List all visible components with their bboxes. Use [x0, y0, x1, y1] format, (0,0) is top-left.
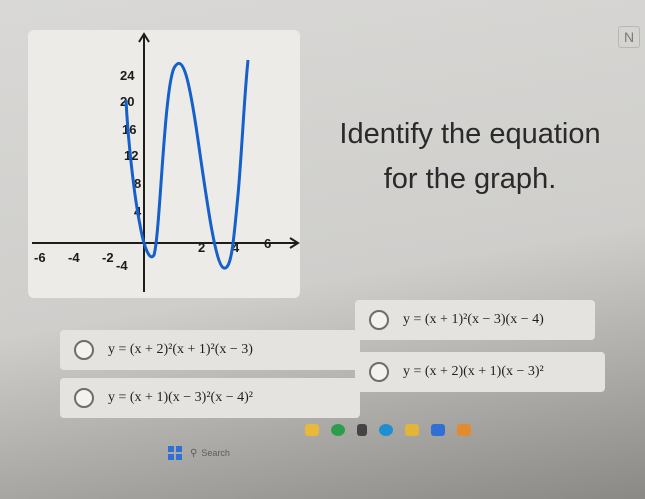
choice-label: y = (x + 1)²(x − 3)(x − 4) [403, 312, 544, 327]
y-tick-label: -4 [116, 258, 128, 273]
x-tick-label: 2 [198, 240, 206, 255]
x-tick-label: -2 [102, 250, 114, 265]
taskbar-search[interactable] [190, 444, 350, 462]
y-tick-label: 4 [134, 204, 142, 219]
radio-button[interactable] [369, 310, 389, 330]
y-tick-label: 16 [122, 122, 137, 137]
chrome-icon[interactable] [331, 424, 345, 436]
prompt-line-2: for the graph. [383, 162, 557, 195]
windows-start-icon[interactable] [168, 446, 182, 460]
choice-label: y = (x + 2)(x + 1)(x − 3)² [403, 364, 544, 379]
answer-choice-d[interactable] [355, 352, 605, 392]
weather-icon[interactable] [457, 424, 471, 436]
search-placeholder: Search [201, 448, 230, 458]
choice-label: y = (x + 2)²(x + 1)²(x − 3) [108, 342, 253, 357]
graph-card [28, 30, 300, 298]
radio-button[interactable] [74, 340, 94, 360]
mail-icon[interactable] [431, 424, 445, 436]
prompt-line-1: Identify the equation [339, 118, 601, 150]
y-tick-label: 12 [124, 148, 139, 163]
x-tick-label: 4 [232, 240, 240, 255]
x-tick-label: -6 [34, 250, 46, 265]
y-tick-label: 20 [120, 94, 135, 109]
radio-button[interactable] [369, 362, 389, 382]
question-prompt [305, 112, 635, 202]
radio-button[interactable] [74, 388, 94, 408]
corner-mark: N [618, 26, 640, 48]
edge-icon[interactable] [379, 424, 393, 436]
x-tick-label: 6 [264, 236, 272, 251]
y-tick-label: 24 [120, 68, 135, 83]
taskbar [160, 418, 560, 466]
choice-label: y = (x + 1)(x − 3)²(x − 4)² [108, 390, 253, 405]
file-explorer-icon[interactable] [305, 424, 319, 436]
sound-icon[interactable] [357, 424, 367, 436]
answer-choice-a[interactable] [60, 330, 360, 370]
function-graph [28, 30, 300, 298]
answer-choice-c[interactable] [60, 378, 360, 418]
folder-icon[interactable] [405, 424, 419, 436]
taskbar-apps [305, 418, 471, 442]
y-tick-label: 8 [134, 176, 142, 191]
search-icon: ⚲ [190, 447, 198, 459]
answer-choice-b[interactable] [355, 300, 595, 340]
x-tick-label: -4 [68, 250, 80, 265]
